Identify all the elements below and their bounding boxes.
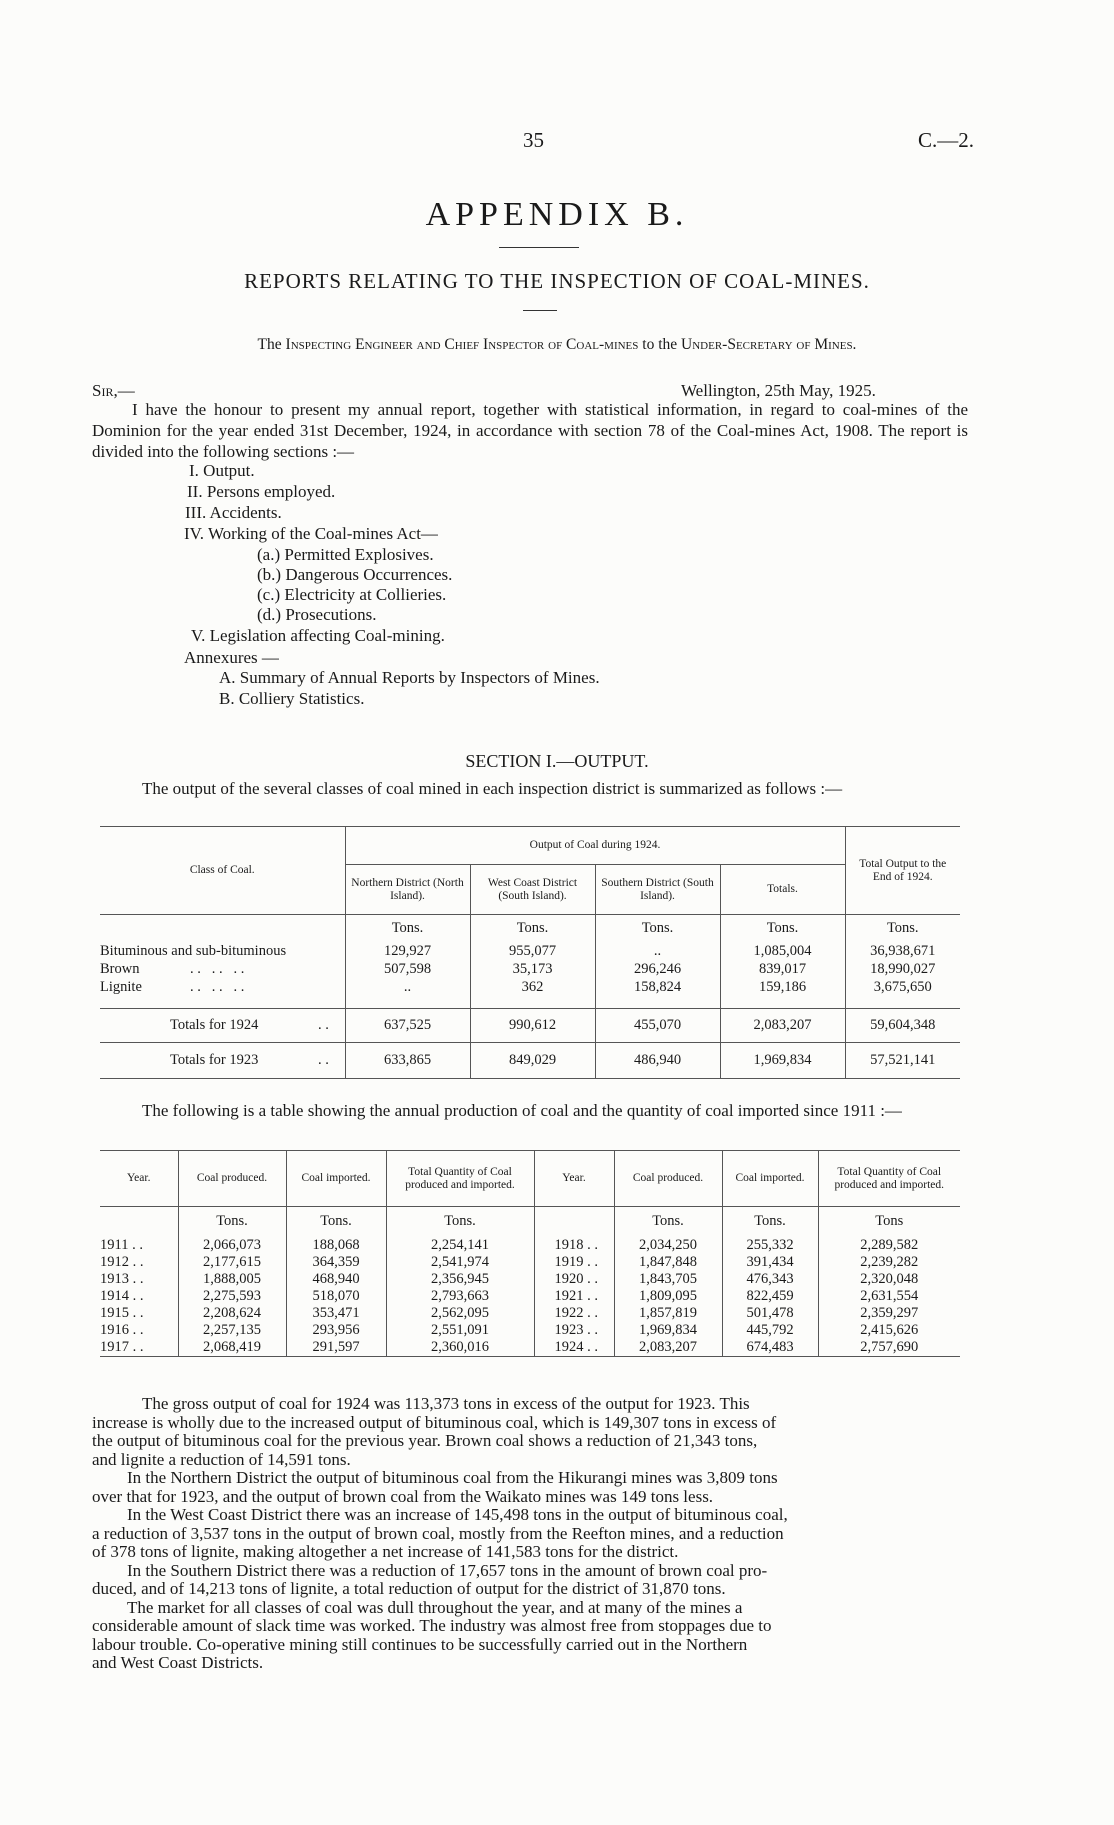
row-label: Lignite <box>100 979 142 995</box>
text-line: The gross output of coal for 1924 was 113,373 tons in excess of the output for 1923. This <box>142 1394 750 1413</box>
year-label: 1924 <box>554 1338 584 1355</box>
table-row: 1915 . . 2,208,624 353,471 2,562,095 1922 . . 1,857,819 501,478 2,359,297 <box>100 1305 960 1322</box>
cell-value: 364,359 <box>286 1254 386 1271</box>
cell-value: 158,824 <box>595 979 720 997</box>
text-line: a reduction of 3,537 tons in the output of brown coal, mostly from the Reefton mines, and a reduction <box>92 1523 784 1543</box>
col-header-west-coast: West Coast District (South Island). <box>470 865 595 915</box>
cell-value: 486,940 <box>595 1043 720 1079</box>
list-item: (d.) Prosecutions. <box>257 605 377 624</box>
text-line: of 378 tons of lignite, making altogether a net increase of 141,583 tons for the district. <box>92 1542 679 1561</box>
cell-value: 674,483 <box>722 1339 818 1357</box>
cell-value: 2,541,974 <box>386 1254 534 1271</box>
cell-value: 637,525 <box>345 1009 470 1043</box>
cell-value: 2,034,250 <box>614 1237 722 1254</box>
salutation: Sir,— <box>92 381 135 400</box>
cell-value: 2,068,419 <box>178 1339 286 1357</box>
cell-value: 2,066,073 <box>178 1237 286 1254</box>
cell-value: 1,969,834 <box>614 1322 722 1339</box>
list-item: (a.) Permitted Explosives. <box>257 545 434 564</box>
list-item: A. Summary of Annual Reports by Inspectors of Mines. <box>219 668 600 687</box>
output-table <box>100 826 960 1079</box>
cell-value: 2,083,207 <box>720 1009 845 1043</box>
cell-value: 445,792 <box>722 1322 818 1339</box>
list-item: (c.) Electricity at Collieries. <box>257 585 447 604</box>
cell-value: 2,177,615 <box>178 1254 286 1271</box>
row-label: Totals for 1924 <box>170 1017 259 1033</box>
letter-date: Wellington, 25th May, 1925. <box>681 381 876 400</box>
row-leader-dots: . . <box>318 1017 329 1033</box>
col-header-output-group: Output of Coal during 1924. <box>345 827 845 865</box>
cell-value: .. <box>595 943 720 961</box>
unit-label: Tons. <box>886 920 919 937</box>
text-line: and lignite a reduction of 14,591 tons. <box>92 1449 351 1469</box>
cell-value: 822,459 <box>722 1288 818 1305</box>
appendix-title: APPENDIX B. <box>425 196 689 233</box>
table-row <box>100 961 960 979</box>
unit-label: Tons. <box>614 1207 722 1237</box>
cell-value: 18,990,027 <box>870 961 936 977</box>
list-item: V. Legislation affecting Coal-mining. <box>191 626 445 645</box>
cell-value: 1,085,004 <box>720 943 845 961</box>
cell-value: 839,017 <box>720 961 845 979</box>
col-header-imported: Coal imported. <box>286 1151 386 1207</box>
col-header-produced: Coal produced. <box>614 1151 722 1207</box>
year-label: 1919 <box>554 1253 584 1270</box>
cell-value: 2,551,091 <box>386 1322 534 1339</box>
cell-value: 293,956 <box>286 1322 386 1339</box>
cell-value: 1,857,819 <box>614 1305 722 1322</box>
annual-intro: The following is a table showing the annual production of coal and the quantity of coal imported since 1911 :— <box>142 1101 902 1120</box>
row-label: Bituminous and sub-bituminous <box>100 943 287 959</box>
unit-label: Tons. <box>470 915 595 943</box>
year-label: 1923 <box>554 1321 584 1338</box>
cell-value: 507,598 <box>345 961 470 979</box>
list-item: B. Colliery Statistics. <box>219 689 365 708</box>
cell-value: 2,208,624 <box>178 1305 286 1322</box>
cell-value: 468,940 <box>286 1271 386 1288</box>
year-label: 1912 <box>100 1253 129 1270</box>
year-label: 1921 <box>554 1287 584 1304</box>
list-item: (b.) Dangerous Occurrences. <box>257 565 453 584</box>
unit-label: Tons <box>875 1213 904 1230</box>
cell-value: .. <box>345 979 470 997</box>
col-header-totals: Totals. <box>720 865 845 915</box>
cell-value: 129,927 <box>345 943 470 961</box>
cell-value: 518,070 <box>286 1288 386 1305</box>
cell-value: 2,757,690 <box>860 1338 919 1355</box>
row-leader-dots: . . . . . . <box>190 979 245 995</box>
output-intro: The output of the several classes of coal mined in each inspection district is summarized as follows :— <box>142 779 843 798</box>
cell-value: 955,077 <box>470 943 595 961</box>
address-to: to the <box>642 336 678 353</box>
cell-value: 2,359,297 <box>860 1304 919 1321</box>
totals-1923-row <box>100 1043 960 1079</box>
address-the: The <box>257 336 282 353</box>
cell-value: 2,415,626 <box>860 1321 919 1338</box>
cell-value: 455,070 <box>595 1009 720 1043</box>
cell-value: 1,847,848 <box>614 1254 722 1271</box>
unit-label: Tons. <box>720 915 845 943</box>
cell-value: 2,562,095 <box>386 1305 534 1322</box>
table-row: 1916 . . 2,257,135 293,956 2,551,091 1923 . . 1,969,834 445,792 2,415,626 <box>100 1322 960 1339</box>
cell-value: 3,675,650 <box>873 979 932 995</box>
col-header-produced: Coal produced. <box>178 1151 286 1207</box>
col-header-class: Class of Coal. <box>100 827 345 915</box>
col-header-total-output: Total Output to the End of 1924. <box>845 827 960 915</box>
list-item: IV. Working of the Coal-mines Act— <box>184 524 438 543</box>
list-item: Annexures — <box>184 648 279 667</box>
list-item: III. Accidents. <box>185 503 282 522</box>
cell-value: 188,068 <box>286 1237 386 1254</box>
cell-value: 2,083,207 <box>614 1339 722 1357</box>
cell-value: 2,356,945 <box>386 1271 534 1288</box>
cell-value: 57,521,141 <box>870 1052 936 1068</box>
cell-value: 1,888,005 <box>178 1271 286 1288</box>
row-label: Brown <box>100 961 140 977</box>
col-header-imported: Coal imported. <box>722 1151 818 1207</box>
unit-label: Tons. <box>178 1207 286 1237</box>
cell-value: 1,809,095 <box>614 1288 722 1305</box>
cell-value: 2,239,282 <box>860 1253 919 1270</box>
cell-value: 59,604,348 <box>870 1017 936 1033</box>
text-line: and West Coast Districts. <box>92 1653 264 1672</box>
year-label: 1914 <box>100 1287 129 1304</box>
year-label: 1911 <box>100 1236 129 1253</box>
col-header-year: Year. <box>100 1151 178 1207</box>
table-row <box>100 979 960 997</box>
table-row: 1911 . . 2,066,073 188,068 2,254,141 1918 . . 2,034,250 255,332 2,289,582 <box>100 1237 960 1254</box>
cell-value: 849,029 <box>470 1043 595 1079</box>
letter-address <box>130 334 984 356</box>
year-label: 1920 <box>554 1270 584 1287</box>
subtitle-divider <box>523 310 557 311</box>
text-line: increase is wholly due to the increased output of bituminous coal, which is 149,307 tons in excess of <box>92 1412 777 1432</box>
cell-value: 2,257,135 <box>178 1322 286 1339</box>
unit-label: Tons. <box>595 915 720 943</box>
cell-value: 2,793,663 <box>386 1288 534 1305</box>
text-line: over that for 1923, and the output of brown coal from the Waikato mines was 149 tons less. <box>92 1486 714 1506</box>
cell-value: 353,471 <box>286 1305 386 1322</box>
address-recipient: Under-Secretary of Mines. <box>681 336 857 353</box>
cell-value: 291,597 <box>286 1339 386 1357</box>
cell-value: 990,612 <box>470 1009 595 1043</box>
intro-paragraph: I have the honour to present my annual report, together with statistical information, in regard to coal-mines of the Dominion for the year ended 31st December, 1924, in accordance with section 78 of the Coal-mines Act, 1908. The report is divided into the following sections :— <box>92 400 968 461</box>
year-label: 1922 <box>554 1304 584 1321</box>
text-line: The market for all classes of coal was dull throughout the year, and at many of the mines a <box>127 1597 743 1617</box>
col-header-year: Year. <box>534 1151 614 1207</box>
cell-value: 391,434 <box>722 1254 818 1271</box>
list-item: II. Persons employed. <box>187 482 336 501</box>
cell-value: 633,865 <box>345 1043 470 1079</box>
title-divider <box>499 247 579 248</box>
unit-label: Tons. <box>345 915 470 943</box>
table-row: 1914 . . 2,275,593 518,070 2,793,663 1921 . . 1,809,095 822,459 2,631,554 <box>100 1288 960 1305</box>
unit-label: Tons. <box>386 1207 534 1237</box>
totals-1924-row <box>100 1009 960 1043</box>
unit-label: Tons. <box>722 1207 818 1237</box>
col-header-total-quantity: Total Quantity of Coal produced and imported. <box>386 1151 534 1207</box>
cell-value: 2,631,554 <box>860 1287 919 1304</box>
cell-value: 2,360,016 <box>386 1339 534 1357</box>
table-row <box>100 943 960 961</box>
text-line: labour trouble. Co-operative mining still continues to be successfully carried out in the Northern <box>92 1634 748 1654</box>
year-label: 1916 <box>100 1321 129 1338</box>
address-from: Inspecting Engineer and Chief Inspector of Coal-mines <box>285 336 639 353</box>
cell-value: 1,843,705 <box>614 1271 722 1288</box>
row-leader-dots: . . <box>318 1052 329 1068</box>
row-leader-dots: . . . . . . <box>190 961 245 977</box>
cell-value: 2,254,141 <box>386 1237 534 1254</box>
list-item: I. Output. <box>189 461 255 480</box>
cell-value: 159,186 <box>720 979 845 997</box>
section-heading: SECTION I.—OUTPUT. <box>465 751 649 771</box>
cell-value: 501,478 <box>722 1305 818 1322</box>
year-label: 1917 <box>100 1338 129 1355</box>
cell-value: 255,332 <box>722 1237 818 1254</box>
report-subtitle: REPORTS RELATING TO THE INSPECTION OF COAL-MINES. <box>244 269 870 293</box>
cell-value: 2,320,048 <box>860 1270 919 1287</box>
cell-value: 296,246 <box>595 961 720 979</box>
text-line: In the Northern District the output of bituminous coal from the Hikurangi mines was 3,809 tons <box>127 1468 778 1487</box>
row-label: Totals for 1923 <box>170 1052 259 1068</box>
closing-paragraphs <box>92 1395 968 1673</box>
text-line: considerable amount of slack time was worked. The industry was almost free from stoppages due to <box>92 1616 772 1635</box>
year-label: 1915 <box>100 1304 129 1321</box>
table-row: 1917 . . 2,068,419 291,597 2,360,016 1924 . . 2,083,207 674,483 2,757,690 <box>100 1339 960 1357</box>
col-header-total-quantity: Total Quantity of Coal produced and imported. <box>834 1165 945 1191</box>
text-line: the output of bituminous coal for the previous year. Brown coal shows a reduction of 21,343 tons, <box>92 1431 758 1450</box>
cell-value: 35,173 <box>470 961 595 979</box>
cell-value: 2,275,593 <box>178 1288 286 1305</box>
year-label: 1913 <box>100 1270 129 1287</box>
cell-value: 362 <box>470 979 595 997</box>
page-number: 35 <box>523 128 544 152</box>
cell-value: 36,938,671 <box>870 943 936 959</box>
text-line: In the West Coast District there was an increase of 145,498 tons in the output of bituminous coal, <box>127 1505 788 1524</box>
cell-value: 476,343 <box>722 1271 818 1288</box>
table-row: 1912 . . 2,177,615 364,359 2,541,974 1919 . . 1,847,848 391,434 2,239,282 <box>100 1254 960 1271</box>
paper-reference: C.—2. <box>918 128 975 152</box>
annual-table <box>100 1150 960 1357</box>
cell-value: 2,289,582 <box>860 1236 919 1253</box>
cell-value: 1,969,834 <box>720 1043 845 1079</box>
col-header-northern: Northern District (North Island). <box>345 865 470 915</box>
text-line: In the Southern District there was a reduction of 17,657 tons in the amount of brown coal pro- <box>127 1560 768 1580</box>
unit-label: Tons. <box>286 1207 386 1237</box>
year-label: 1918 <box>554 1236 584 1253</box>
table-row: 1913 . . 1,888,005 468,940 2,356,945 1920 . . 1,843,705 476,343 2,320,048 <box>100 1271 960 1288</box>
text-line: duced, and of 14,213 tons of lignite, a total reduction of output for the district of 31,870 tons. <box>92 1579 726 1598</box>
col-header-southern: Southern District (South Island). <box>595 865 720 915</box>
